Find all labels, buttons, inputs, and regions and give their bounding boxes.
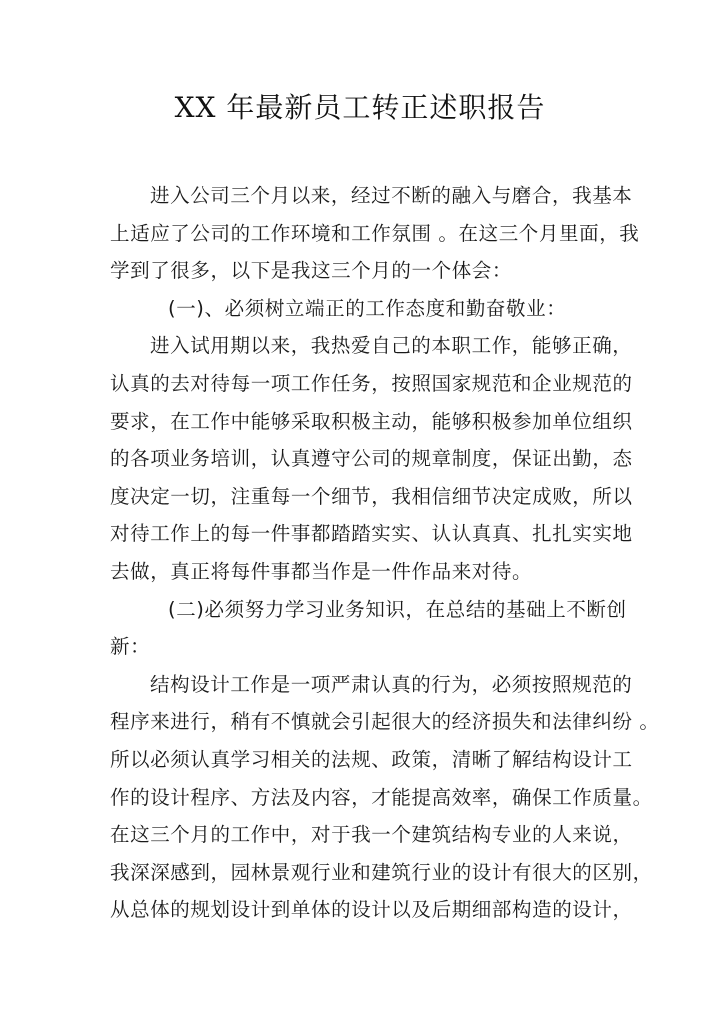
body-line: 要求，在工作中能够采取积极主动，能够积极参加单位组织 — [110, 409, 633, 433]
body-line: 的各项业务培训，认真遵守公司的规章制度，保证出勤，态 — [110, 447, 633, 471]
body-line: 学到了很多，以下是我这三个月的一个体会： — [110, 259, 513, 283]
body-line: 在这三个月的工作中，对于我一个建筑结构专业的人来说， — [110, 823, 633, 847]
body-line: 对待工作上的每一件事都踏踏实实、认认真真、扎扎实实地 — [110, 522, 633, 546]
document-title: XX 年最新员工转正述职报告 — [174, 91, 546, 124]
document-body — [110, 177, 660, 929]
section-heading-2: (二)必须努力学习业务知识，在总结的基础上不断创 — [168, 597, 627, 621]
body-line: 去做，真正将每件事都当作是一件作品来对待。 — [110, 559, 533, 583]
body-line: 进入试用期以来，我热爱自己的本职工作，能够正确， — [150, 334, 633, 358]
body-line: 度决定一切，注重每一个细节，我相信细节决定成败，所以 — [110, 484, 633, 508]
body-line: 作的设计程序、方法及内容，才能提高效率，确保工作质量。 — [110, 785, 653, 809]
body-line: 结构设计工作是一项严肃认真的行为，必须按照规范的 — [150, 672, 633, 696]
body-line: 进入公司三个月以来，经过不断的融入与磨合，我基本 — [150, 184, 633, 207]
body-line: 我深深感到，园林景观行业和建筑行业的设计有很大的区别， — [110, 860, 653, 884]
body-line: 新： — [110, 635, 151, 659]
body-line: 认真的去对待每一项工作任务，按照国家规范和企业规范的 — [110, 371, 633, 395]
body-line: 从总体的规划设计到单体的设计以及后期细部构造的设计， — [110, 898, 633, 922]
body-line: 所以必须认真学习相关的法规、政策，清晰了解结构设计工 — [110, 747, 633, 771]
body-line: 上适应了公司的工作环境和工作氛围 。在这三个月里面，我 — [110, 221, 640, 245]
section-heading-1: (一)、必须树立端正的工作态度和勤奋敬业： — [168, 296, 567, 320]
body-line: 程序来进行，稍有不慎就会引起很大的经济损失和法律纠纷 。 — [110, 710, 660, 734]
